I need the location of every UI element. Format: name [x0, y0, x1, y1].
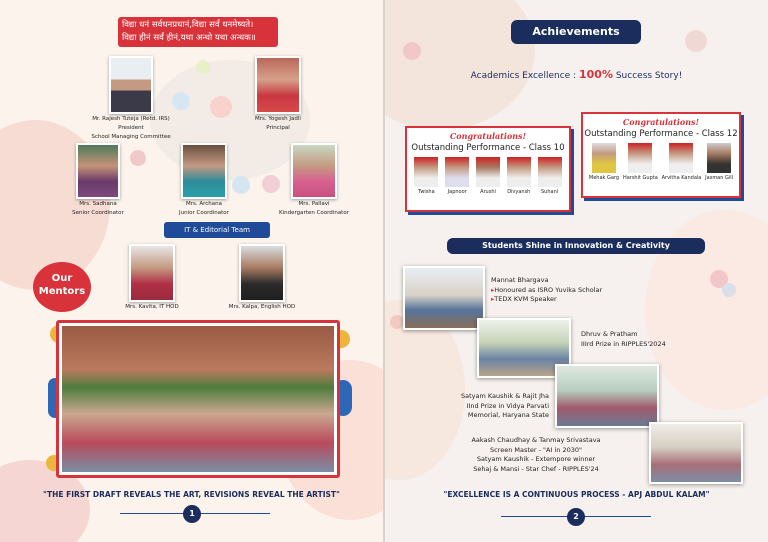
student-name: Arvitha Kandala [661, 175, 702, 181]
class12-congrats: Congratulations! [622, 117, 700, 127]
junior-coordinator-card [164, 143, 244, 217]
student-photo [707, 143, 731, 173]
student-card [589, 143, 619, 181]
principal-role: Principal [266, 125, 290, 131]
staff-group-photo [62, 326, 334, 472]
student-name: Harshit Gupta [622, 175, 658, 181]
event-line: IIIrd Prize in RIPPLES'2024 [581, 339, 666, 348]
senior-coordinator-card [60, 143, 136, 217]
page-number-1: 1 [183, 505, 201, 523]
student-name: Jasman Gill [705, 175, 734, 181]
left-quote: "THE FIRST DRAFT REVEALS THE ART, REVISIONS REVEAL THE ARTIST" [43, 490, 340, 499]
principal-card [238, 56, 318, 132]
principal-photo [255, 56, 301, 114]
right-page [385, 0, 768, 542]
our-mentors-label: Our Mentors [38, 273, 86, 297]
junior-coordinator-name: Mrs. Archana [185, 201, 222, 207]
president-photo [109, 56, 153, 114]
event-line: Aakash Chaudhay & Tanmay Srivastava [471, 436, 601, 444]
event-line: Memorial, Haryana State [467, 411, 549, 419]
class10-card [405, 126, 571, 212]
class12-title: Outstanding Performance - Class 12 [584, 129, 738, 139]
right-quote: "EXCELLENCE IS A CONTINUOUS PROCESS - APJ ABDUL KALAM" [443, 490, 710, 499]
student-card [476, 157, 500, 195]
event-photo-screen-master [649, 422, 743, 484]
it-editorial-banner: IT & Editorial Team [164, 222, 270, 238]
president-role-2: School Managing Committee [91, 134, 171, 140]
student-photo [669, 143, 693, 173]
student-photo [414, 157, 438, 187]
student-photo [538, 157, 562, 187]
student-card [662, 143, 702, 181]
event-text-mannat [491, 276, 602, 305]
student-card [705, 143, 733, 181]
event-line: Satyam Kaushik - Extempore winner [476, 455, 596, 463]
decor-dot [390, 315, 404, 329]
english-hod-photo [239, 244, 285, 302]
student-card [623, 143, 658, 181]
innovation-banner: Students Shine in Innovation & Creativity [447, 238, 705, 254]
it-hod-photo [129, 244, 175, 302]
shloka-line-2: विद्या हीनं सर्वं हीनं,यथा अन्धो यथा अन्धक॥ [122, 33, 256, 43]
student-name: Suhani [541, 189, 559, 195]
student-name: Twisha [418, 189, 435, 195]
academics-suffix: Success Story! [615, 71, 683, 81]
student-name: Arushi [480, 189, 496, 195]
student-photo [628, 143, 652, 173]
class12-students [583, 143, 739, 181]
junior-coordinator-photo [181, 143, 227, 199]
academics-prefix: Academics Excellence : [470, 71, 577, 81]
achievements-title: Achievements [511, 20, 641, 44]
senior-coordinator-role: Senior Coordinator [72, 210, 124, 216]
class12-card [581, 112, 741, 198]
student-name: Mehak Garg [588, 175, 620, 181]
event-text-aakash [441, 436, 631, 474]
staff-group-photo-frame [56, 320, 340, 478]
event-line: Mannat Bhargava [491, 276, 549, 284]
student-photo [507, 157, 531, 187]
arrow-icon: ▸ [491, 285, 495, 294]
decor-dot [196, 60, 210, 74]
decor-dot [722, 283, 736, 297]
arrow-icon: ▸ [491, 295, 495, 303]
president-name: Mr. Rajesh Tuteja (Retd. IRS) [92, 116, 170, 122]
our-mentors-badge [33, 262, 91, 312]
decor-blob [385, 0, 535, 130]
student-card [507, 157, 531, 195]
student-card [445, 157, 469, 195]
it-hod-card [112, 244, 192, 311]
senior-coordinator-name: Mrs. Sadhana [79, 201, 117, 207]
senior-coordinator-photo [76, 143, 120, 199]
english-hod-card [220, 244, 304, 311]
event-text-satyam [451, 392, 549, 421]
event-photo-isro [403, 266, 485, 330]
event-line: Screen Master - "AI in 2030" [489, 445, 583, 454]
event-line: Dhruv & Pratham [581, 330, 638, 338]
decor-dot [403, 42, 421, 60]
academics-excellence [385, 68, 768, 81]
principal-name: Mrs. Yogesh Jadli [255, 116, 301, 122]
event-line: Satyam Kaushik & Rajit Jha [460, 392, 549, 400]
student-name: Japnoor [447, 189, 467, 195]
kindergarten-coordinator-role: Kindergarten Coordinator [279, 210, 349, 216]
event-photo-vidya-parvati [555, 364, 659, 428]
student-photo [476, 157, 500, 187]
president-role: President [118, 125, 144, 131]
kindergarten-coordinator-name: Mrs. Pallavi [298, 201, 330, 207]
kindergarten-coordinator-card [270, 143, 358, 217]
it-hod-name: Mrs. Kavita, IT HOD [125, 304, 179, 310]
page-number-2: 2 [567, 508, 585, 526]
student-card [414, 157, 438, 195]
student-card [538, 157, 562, 195]
sanskrit-shloka [118, 17, 278, 47]
student-photo [445, 157, 469, 187]
event-line: ▸TEDX KVM Speaker [491, 295, 557, 303]
left-page [0, 0, 383, 542]
event-line: ▸Honoured as ISRO Yuvika Scholar [491, 285, 603, 294]
junior-coordinator-role: Junior Coordinator [179, 210, 229, 216]
event-line: IInd Prize in Vidya Parvati [466, 401, 549, 410]
class10-students [407, 157, 569, 195]
english-hod-name: Mrs. Kalpa, English HOD [228, 304, 296, 310]
event-text-dhruv [581, 330, 666, 349]
academics-highlight: 100% [578, 68, 613, 81]
event-line: Sehaj & Mansi - Star Chef - RIPPLES'24 [473, 464, 599, 473]
class10-congrats: Congratulations! [449, 131, 527, 141]
decor-dot [210, 96, 232, 118]
student-name: Divyansh [507, 189, 531, 195]
president-card [70, 56, 192, 141]
decor-dot [685, 30, 707, 52]
shloka-line-1: विद्या धनं सर्वधनप्रधानं,विद्या सर्वं धनमेष्यते। [122, 20, 254, 30]
kindergarten-coordinator-photo [291, 143, 337, 199]
class10-title: Outstanding Performance - Class 10 [411, 143, 565, 153]
student-photo [592, 143, 616, 173]
